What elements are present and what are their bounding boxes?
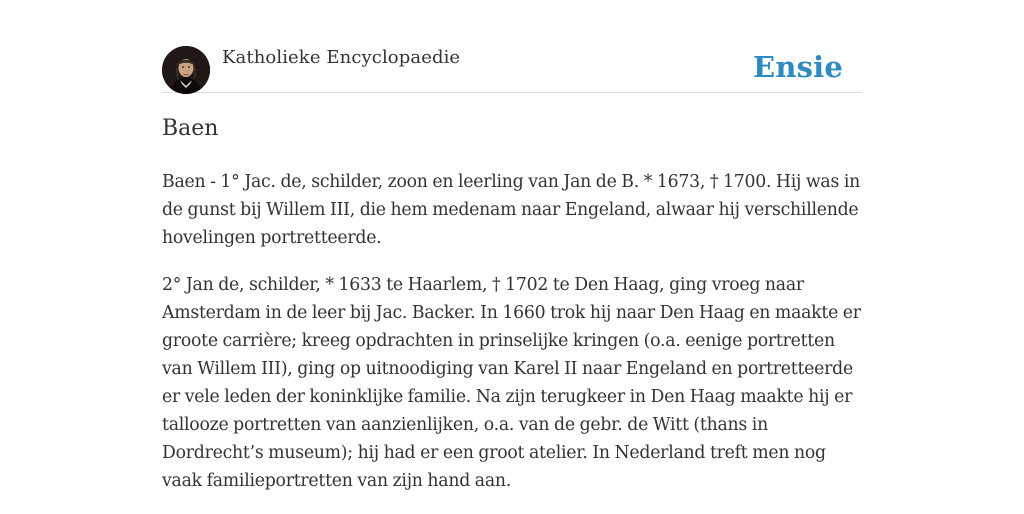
paragraph: Baen - 1° Jac. de, schilder, zoon en leerling van Jan de B. * 1673, † 1700. Hij was in de gunst bij Willem III, die hem medenam naar Engeland, alwaar hij verschillende hovelingen portretteerde. [162,172,860,248]
header [162,44,862,93]
brand-logo[interactable]: Ensie [753,50,843,84]
page-title: Baen [162,116,219,141]
paragraph: 2° Jan de, schilder, * 1633 te Haarlem, † 1702 te Den Haag, ging vroeg naar Amsterdam in de leer bij Jac. Backer. In 1660 trok hij naar Den Haag en maakte er groote carrière; kreeg opdrachten in prinselijke kringen (o.a. eenige portretten van Willem III), ging op uitnoodiging van Karel II naar Engeland en portretteerde er vele leden der koninklijke familie. Na zijn terugkeer in Den Haag maakte hij er tallooze portretten van aanzienlijken, o.a. van de gebr. de Witt (thans in Dordrecht’s museum); hij had er een groot atelier. In Nederland treft men nog vaak familieportretten van zijn hand aan. [162,275,861,491]
portrait-avatar-icon[interactable] [162,46,210,94]
publication-name[interactable]: Katholieke Encyclopaedie [222,47,461,68]
article-page [162,0,862,512]
article-body [162,168,862,514]
